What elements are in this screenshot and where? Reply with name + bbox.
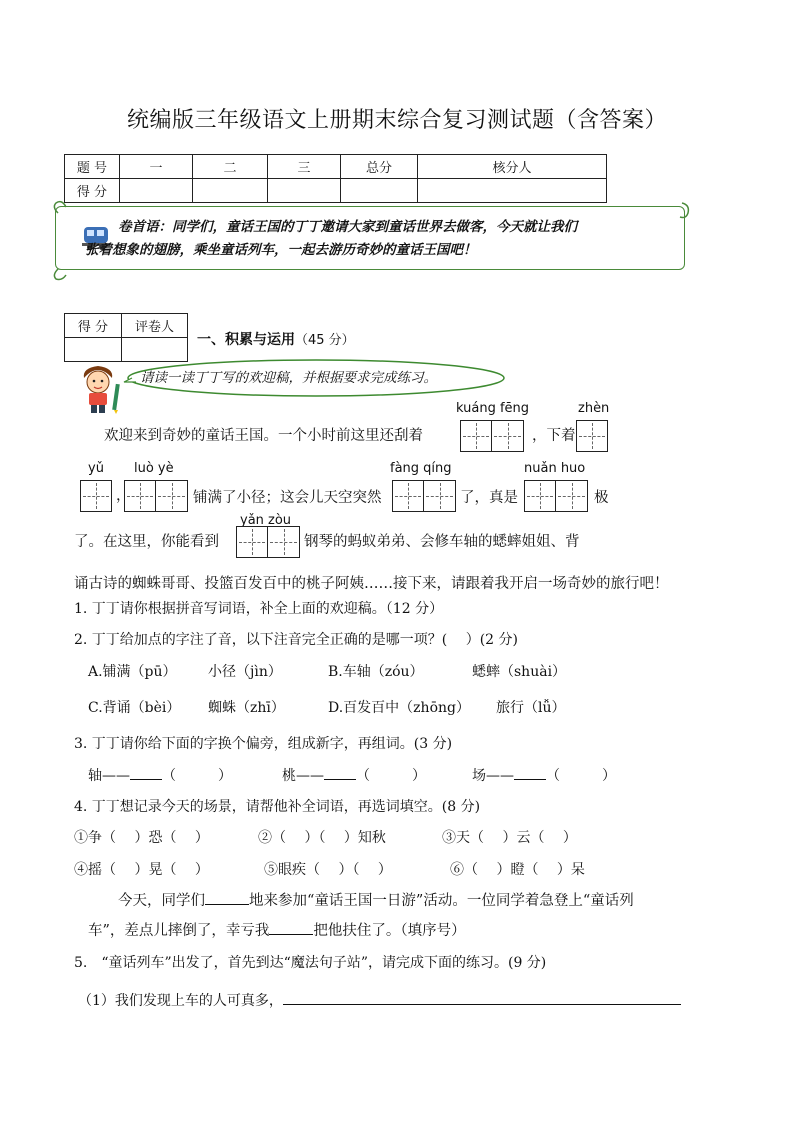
q4-paragraph-line-2 [88, 920, 466, 941]
grader-label: 评卷人 [122, 314, 188, 338]
q4-paragraph-line-1 [118, 890, 634, 911]
tianzige-nuanhuo[interactable] [524, 480, 588, 512]
q3-item-label: 场—— [472, 768, 514, 784]
q3-item-label: 桃—— [282, 768, 324, 784]
passage-line-4: 诵古诗的蜘蛛哥哥、投篮百发百中的桃子阿姨……接下来，请跟着我开启一场奇妙的旅行吧！ [74, 576, 669, 592]
passage-line-2a: ， [116, 488, 131, 504]
grader-score-label: 得 分 [65, 314, 122, 338]
q4-text: 今天，同学们 [118, 893, 205, 909]
q2-option-d2: 旅行（lǚ） [496, 700, 566, 716]
q4-text: 地来参加“童话王国一日游”活动。一位同学着急登上“童话列 [249, 893, 634, 909]
pinyin-kuangfeng: kuáng fēng [456, 401, 530, 416]
q4-text: 把他扶住了。（填序号） [313, 923, 466, 939]
question-1: 1. 丁丁请你根据拼音写词语，补全上面的欢迎稿。（12 分） [74, 601, 444, 617]
q2-option-c2: 蜘蛛（zhī） [208, 700, 285, 716]
section-title: 一、积累与运用 [197, 332, 295, 348]
score-row-label: 得 分 [65, 179, 120, 203]
q3-item-2: 桃—— （ ） [282, 765, 426, 786]
q3-item-1: 轴—— （ ） [88, 765, 232, 786]
q2-option-a: A.铺满（pū） [88, 664, 177, 680]
q2-option-b2: 蟋蟀（shuài） [472, 664, 567, 680]
score-header-cell: 二 [193, 155, 268, 179]
q4-blank-2[interactable] [269, 920, 313, 935]
intro-line-2: 张着想象的翅膀，乘坐童话列车，一起去游历奇妙的童话王国吧！ [85, 242, 477, 258]
passage-line-2d: 极 [594, 490, 609, 506]
q4-idiom-1: ①争（ ）恐（ ） [74, 830, 209, 846]
q3-blank[interactable] [324, 765, 356, 780]
page-title: 统编版三年级语文上册期末综合复习测试题（含答案） [126, 108, 667, 133]
grader-table [64, 313, 188, 362]
q3-item-label: 轴—— [88, 768, 130, 784]
question-5: 5. “童话列车”出发了，首先到达“魔法句子站”，请完成下面的练习。(9 分) [74, 955, 547, 971]
score-header-cell: 题 号 [65, 155, 120, 179]
pinyin-fangqing: fàng qíng [390, 461, 452, 476]
score-table [64, 154, 607, 203]
intro-label: 卷首语： [118, 219, 172, 235]
q4-idiom-4: ④摇（ ）晃（ ） [74, 862, 209, 878]
q2-option-b: B.车轴（zóu） [328, 664, 424, 680]
score-header-cell: 一 [120, 155, 193, 179]
tianzige-zhen[interactable] [576, 420, 608, 452]
q4-idiom-2: ②（ ）（ ）知秋 [258, 830, 386, 846]
q2-option-a2: 小径（jìn） [208, 664, 282, 680]
speech-text: 请读一读丁丁写的欢迎稿，并根据要求完成练习。 [140, 370, 437, 386]
score-header-cell: 核分人 [418, 155, 607, 179]
q5-answer-line[interactable] [283, 990, 681, 1005]
section-heading [197, 329, 355, 349]
q2-option-d: D.百发百中（zhōng） [328, 700, 470, 716]
tianzige-luoye[interactable] [124, 480, 188, 512]
q5-sub-1 [78, 990, 681, 1011]
q4-blank-1[interactable] [205, 890, 249, 905]
q4-idiom-5: ⑤眼疾（ ）（ ） [264, 862, 392, 878]
passage-line-3a: 了。在这里，你能看到 [74, 534, 219, 550]
q4-idiom-6: ⑥（ ）瞪（ ）呆 [450, 862, 585, 878]
question-2: 2. 丁丁给加点的字注了音，以下注音完全正确的是哪一项？( ）(2 分) [74, 632, 518, 648]
pinyin-yanzou: yǎn zòu [240, 513, 292, 528]
tianzige-fangqing[interactable] [392, 480, 456, 512]
q3-blank[interactable] [514, 765, 546, 780]
tianzige-yanzou[interactable] [236, 526, 300, 558]
section-points: （45 分） [295, 333, 355, 348]
pinyin-zhen: zhèn [578, 401, 610, 416]
score-table-header [65, 155, 607, 179]
passage-line-1a: 欢迎来到奇妙的童话王国。一个小时前这里还刮着 [104, 428, 423, 444]
passage-line-2c: 了，真是 [460, 490, 518, 506]
score-header-cell: 总分 [341, 155, 418, 179]
passage-line-1b: ，下着 [532, 428, 576, 444]
q2-option-c: C.背诵（bèi） [88, 700, 181, 716]
q3-blank[interactable] [130, 765, 162, 780]
pinyin-yu: yǔ [88, 461, 104, 476]
passage-line-2b: 铺满了小径；这会儿天空突然 [193, 490, 382, 506]
score-header-cell: 三 [268, 155, 341, 179]
q4-idiom-3: ③天（ ）云（ ） [442, 830, 577, 846]
intro-line-1 [118, 215, 577, 240]
grader-score-cell[interactable] [65, 338, 122, 362]
q4-text: 车”，差点儿摔倒了，幸亏我 [88, 923, 270, 939]
q5-sub-1-text: （1）我们发现上车的人可真多， [78, 993, 283, 1009]
tianzige-yu[interactable] [80, 480, 112, 512]
pinyin-nuanhuo: nuǎn huo [524, 461, 586, 476]
tianzige-kuangfeng[interactable] [460, 420, 524, 452]
passage-line-3b: 钢琴的蚂蚁弟弟、会修车轴的蟋蟀姐姐、背 [304, 534, 580, 550]
intro-text-1: 同学们，童话王国的丁丁邀请大家到童话世界去做客，今天就让我们 [172, 219, 577, 235]
question-3: 3. 丁丁请你给下面的字换个偏旁，组成新字，再组词。(3 分) [74, 736, 453, 752]
question-4: 4. 丁丁想记录今天的场景，请帮他补全词语，再选词填空。(8 分) [74, 799, 481, 815]
q3-item-3: 场—— （ ） [472, 765, 616, 786]
pinyin-luoye: luò yè [134, 461, 174, 476]
